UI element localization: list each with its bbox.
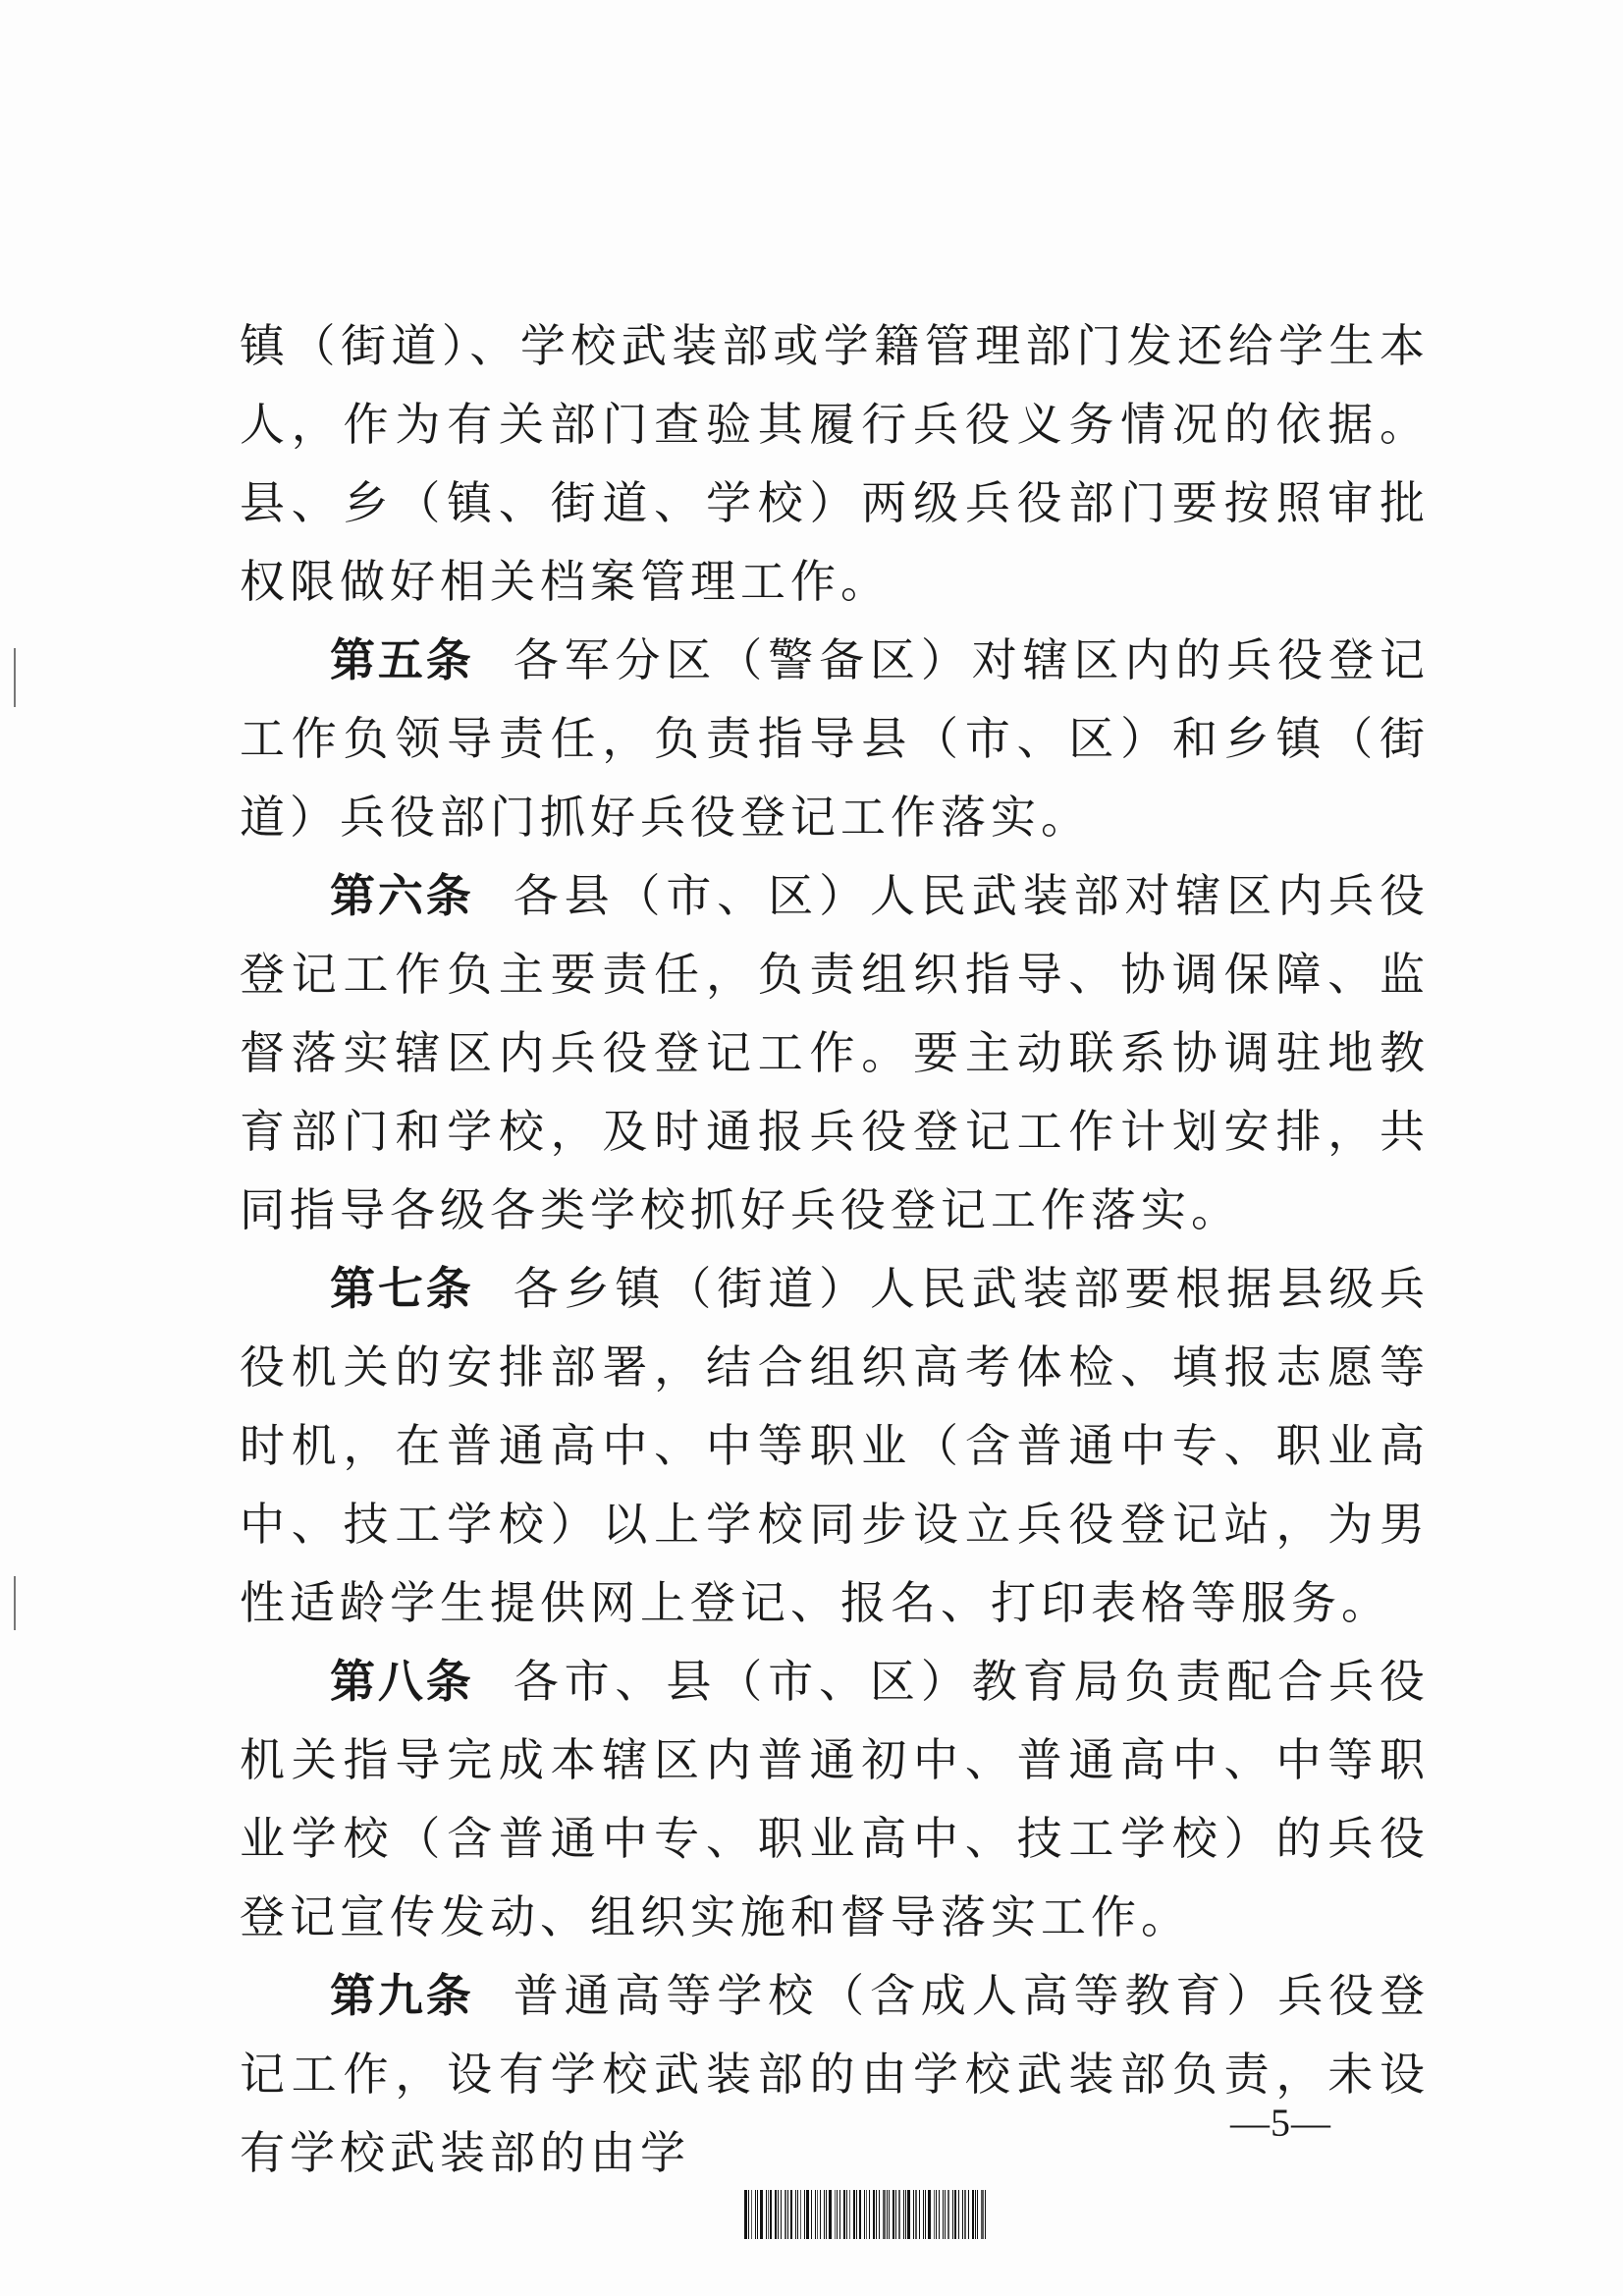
barcode-bar [952, 2190, 953, 2239]
barcode-bar [958, 2190, 959, 2239]
article-6 [240, 856, 1430, 1249]
article-heading: 第五条 [330, 633, 474, 686]
article-8 [240, 1642, 1430, 1956]
article-text: 各乡镇（街道）人民武装部要根据县级兵役机关的安排部署，结合组织高考体检、填报志愿等时机，在普通高中、中等职业（含普通中专、职业高中、技工学校）以上学校同步设立兵役登记站，为男性适龄学生提供网上登记、报名、打印表格等服务。 [240, 1262, 1431, 1629]
barcode-bar [770, 2190, 772, 2239]
document-body [240, 306, 1430, 2192]
article-text: 普通高等学校（含成人高等教育）兵役登记工作，设有学校武装部的由学校武装部负责，未设有学校武装部的由学 [240, 1969, 1431, 2179]
barcode-bar [757, 2190, 758, 2239]
barcode-bar [768, 2190, 769, 2239]
barcode-bar [898, 2190, 900, 2239]
barcode-bar [856, 2190, 857, 2239]
barcode-bar [817, 2190, 819, 2239]
barcode-bar [755, 2190, 756, 2239]
barcode-bar [981, 2190, 984, 2239]
scan-edge-mark [14, 648, 16, 707]
barcode-bar [883, 2190, 886, 2239]
barcode-bar [964, 2190, 966, 2239]
scan-edge-mark [14, 1576, 16, 1630]
article-heading: 第六条 [330, 869, 474, 922]
barcode-bar [928, 2190, 931, 2239]
barcode-bar [893, 2190, 894, 2239]
barcode-bar [829, 2190, 832, 2239]
barcode-bar [849, 2190, 850, 2239]
barcode-bar [936, 2190, 937, 2239]
barcode-bar [835, 2190, 837, 2239]
barcode-bar [744, 2190, 747, 2239]
barcode-bar [907, 2190, 910, 2239]
barcode-bar [889, 2190, 890, 2239]
barcode-bar [903, 2190, 904, 2239]
paragraph-continuation [240, 306, 1430, 621]
barcode-bar [826, 2190, 827, 2239]
barcode-bar [947, 2190, 949, 2239]
article-heading: 第八条 [330, 1655, 474, 1708]
barcode-bar [859, 2190, 861, 2239]
barcode-bar [800, 2190, 802, 2239]
barcode-bar [839, 2190, 840, 2239]
barcode-bar [866, 2190, 867, 2239]
barcode-bar [975, 2190, 976, 2239]
barcode-bar [925, 2190, 927, 2239]
article-heading: 第九条 [330, 1969, 474, 2022]
article-text: 各军分区（警备区）对辖区内的兵役登记工作负领导责任，负责指导县（市、区）和乡镇（街道）兵役部门抓好兵役登记工作落实。 [240, 633, 1431, 844]
article-9 [240, 1956, 1430, 2192]
barcode-bar [923, 2190, 924, 2239]
barcode-bar [939, 2190, 941, 2239]
article-5 [240, 621, 1430, 856]
barcode-bar [985, 2190, 986, 2239]
barcode-bar [934, 2190, 935, 2239]
barcode-bar [853, 2190, 856, 2239]
barcode-bar [895, 2190, 896, 2239]
barcode-bar [843, 2190, 845, 2239]
page-number: —5— [1230, 2101, 1331, 2145]
barcode-bar [795, 2190, 796, 2239]
barcode-bar [846, 2190, 847, 2239]
barcode-bar [873, 2190, 875, 2239]
barcode-bar [815, 2190, 816, 2239]
barcode-bar [775, 2190, 777, 2239]
barcode-bar [968, 2190, 969, 2239]
barcode-bar [820, 2190, 821, 2239]
barcode-bar [824, 2190, 825, 2239]
barcode-bar [806, 2190, 809, 2239]
article-text: 各市、县（市、区）教育局负责配合兵役机关指导完成本辖区内普通初中、普通高中、中等职业学校（含普通中专、职业高中、技工学校）的兵役登记宣传发动、组织实施和督导落实工作。 [240, 1655, 1431, 1943]
barcode-bar [790, 2190, 792, 2239]
barcode-bar [977, 2190, 978, 2239]
barcode-bar [905, 2190, 906, 2239]
barcode-bar [781, 2190, 782, 2239]
barcode-bar [760, 2190, 763, 2239]
barcode-bar [811, 2190, 812, 2239]
barcode-bar [778, 2190, 779, 2239]
article-text: 各县（市、区）人民武装部对辖区内兵役登记工作负主要责任，负责组织指导、协调保障、监督落实辖区内兵役登记工作。要主动联系协调驻地教育部门和学校，及时通报兵役登记工作计划安排，共同指导各级各类学校抓好兵役登记工作落实。 [240, 869, 1431, 1236]
barcode-bar [972, 2190, 974, 2239]
barcode-bar [797, 2190, 798, 2239]
barcode-bar [787, 2190, 788, 2239]
barcode-bar [766, 2190, 767, 2239]
barcode-bar [837, 2190, 838, 2239]
article-heading: 第七条 [330, 1262, 474, 1315]
barcode-bar [887, 2190, 888, 2239]
barcode-bar [919, 2190, 920, 2239]
barcode-bar [864, 2190, 865, 2239]
barcode-bar [954, 2190, 957, 2239]
barcode-bar [784, 2190, 787, 2239]
barcode-bar [869, 2190, 871, 2239]
barcode-bar [748, 2190, 749, 2239]
barcode-bar [751, 2190, 753, 2239]
paragraph-text: 镇（街道）、学校武装部或学籍管理部门发还给学生本人，作为有关部门查验其履行兵役义务情况的依据。县、乡（镇、街道、学校）两级兵役部门要按照审批权限做好相关档案管理工作。 [240, 319, 1430, 608]
barcode-bar [945, 2190, 946, 2239]
barcode-bar [915, 2190, 917, 2239]
barcode-bar [943, 2190, 944, 2239]
barcode-bar [804, 2190, 805, 2239]
barcode-bar [879, 2190, 880, 2239]
barcode-icon [744, 2190, 988, 2239]
article-7 [240, 1249, 1430, 1642]
barcode-bar [876, 2190, 877, 2239]
barcode-bar [962, 2190, 963, 2239]
barcode-bar [913, 2190, 914, 2239]
